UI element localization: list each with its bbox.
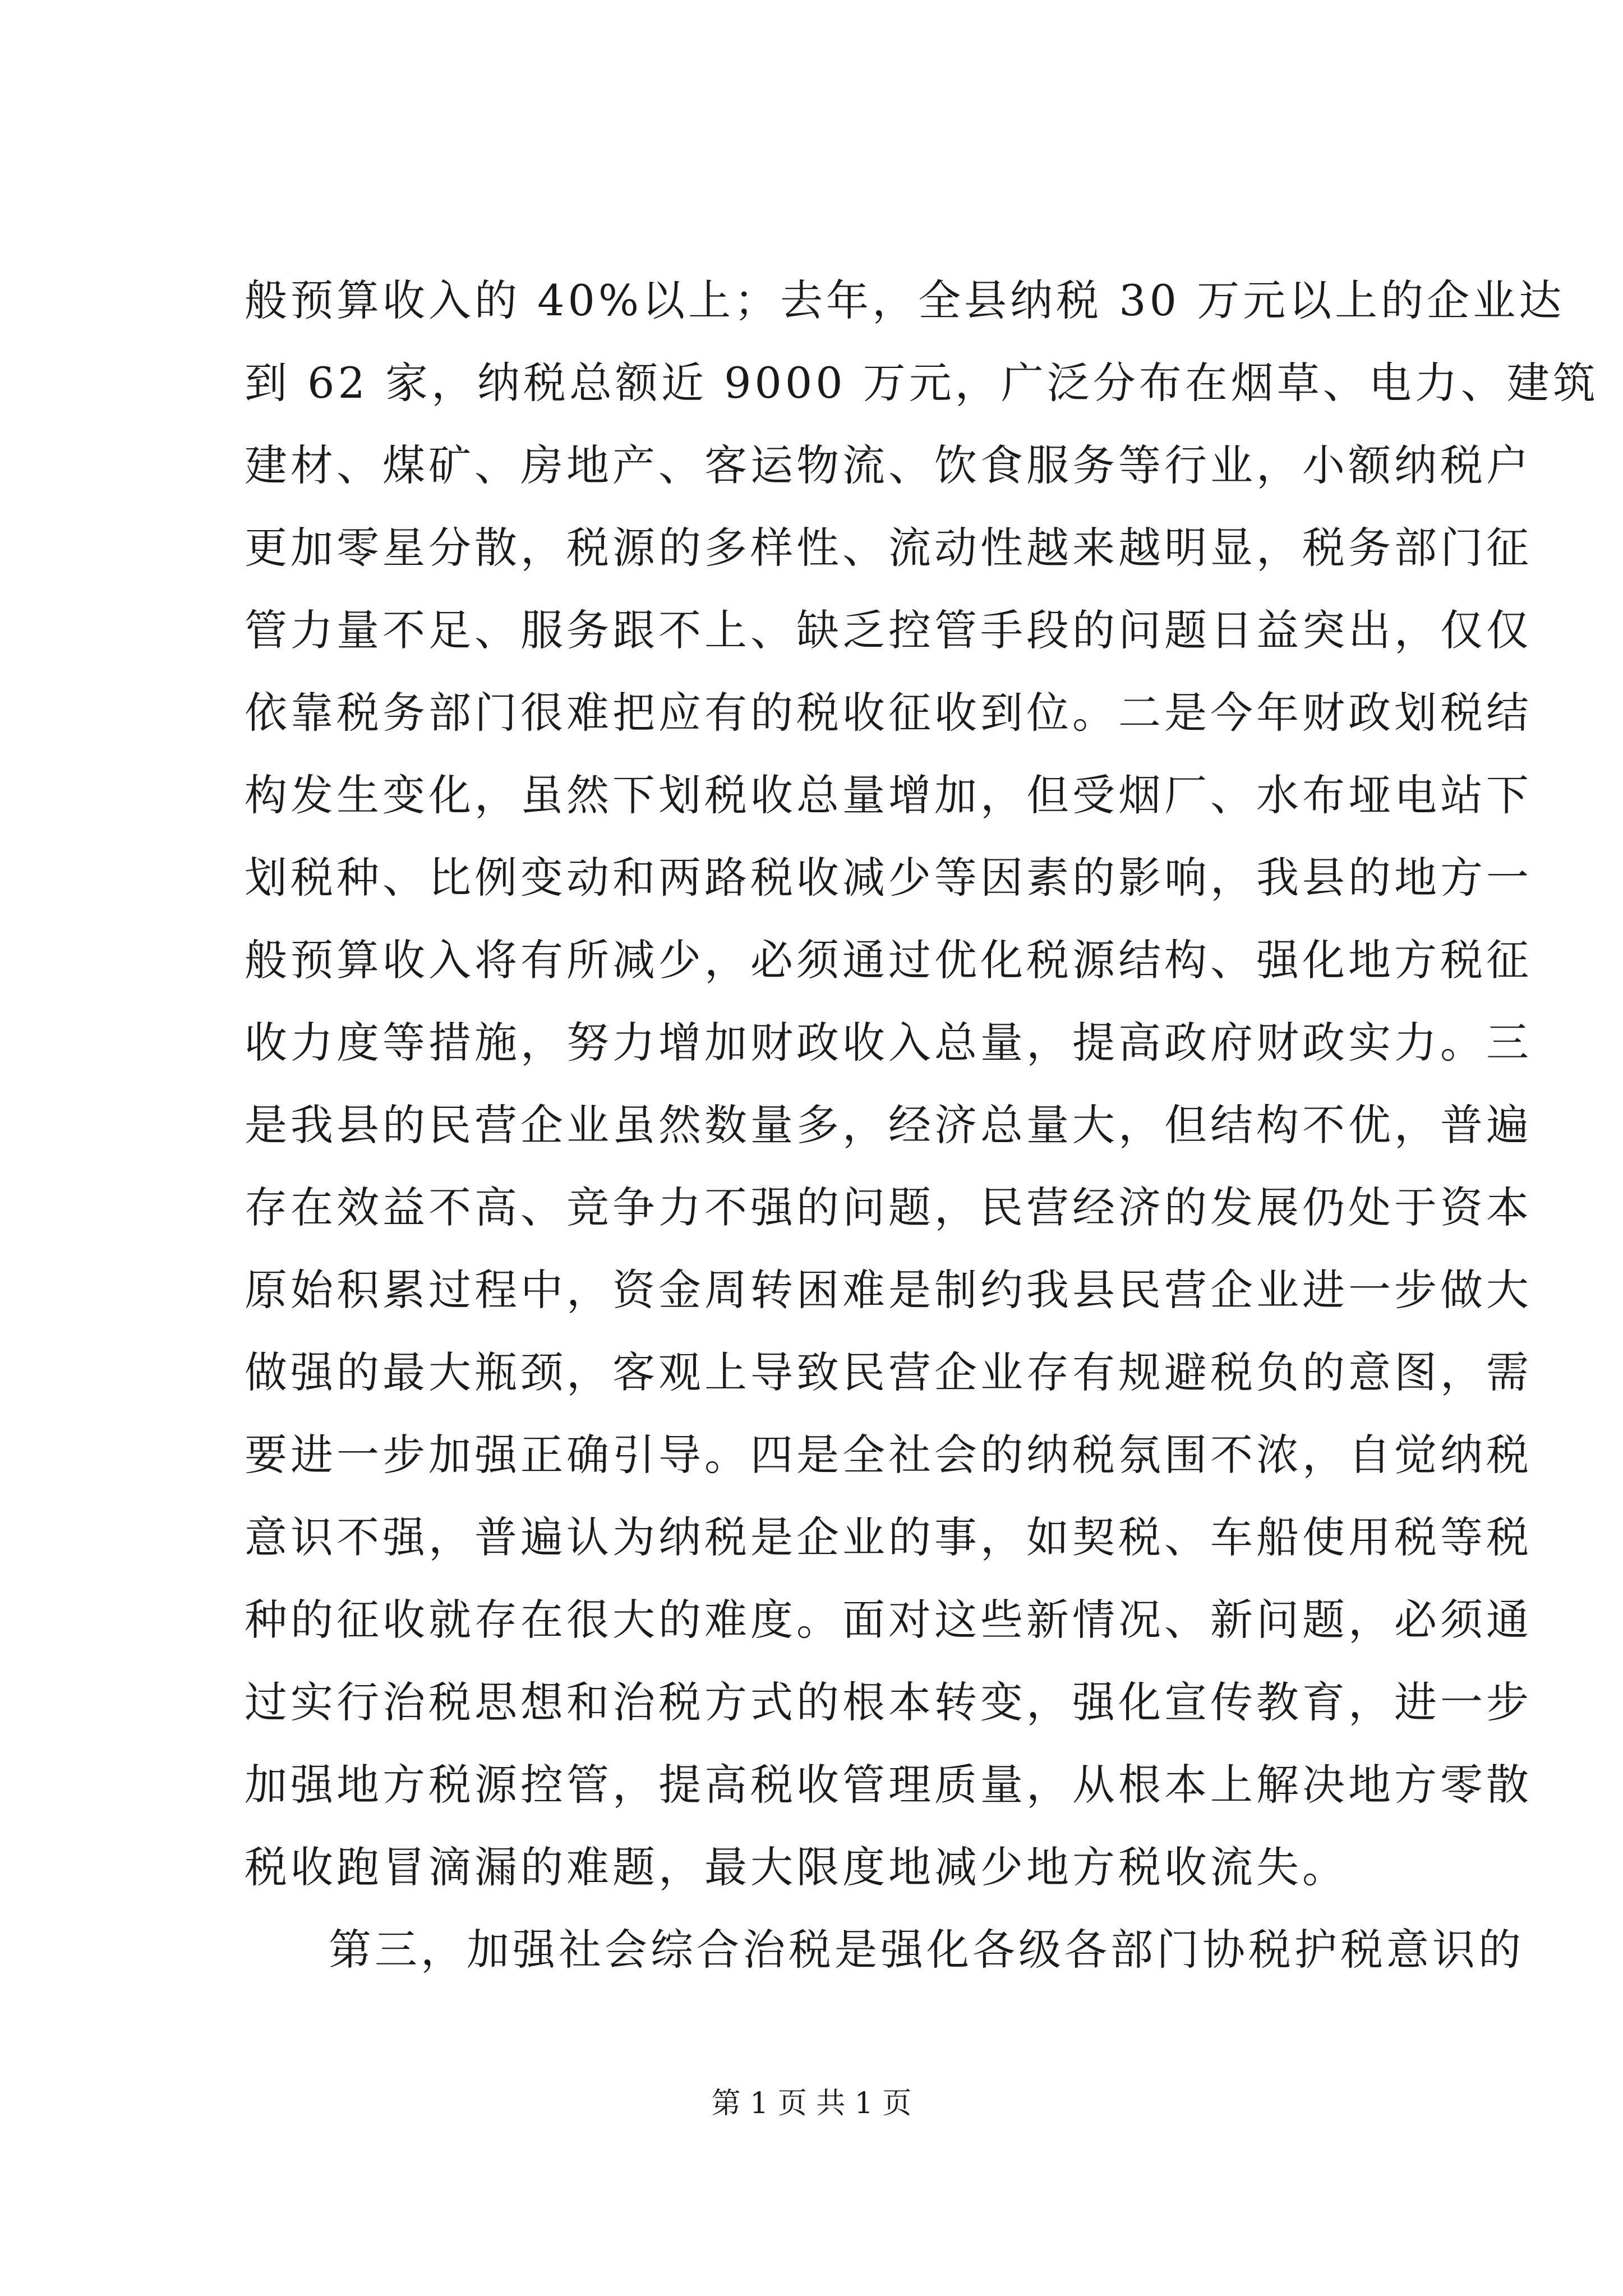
text-line: 更加零星分散，税源的多样性、流动性越来越明显，税务部门征	[245, 523, 1532, 573]
text-line: 是我县的民营企业虽然数量多，经济总量大，但结构不优，普遍	[245, 1100, 1532, 1150]
text-line: 加强地方税源控管，提高税收管理质量，从根本上解决地方零散	[245, 1760, 1532, 1810]
page-footer: 第 1 页 共 1 页	[711, 2087, 912, 2120]
text-line: 原始积累过程中，资金周转困难是制约我县民营企业进一步做大	[245, 1265, 1532, 1315]
text-line: 般预算收入将有所减少，必须通过优化税源结构、强化地方税征	[245, 935, 1532, 985]
text-line: 到 62 家，纳税总额近 9000 万元，广泛分布在烟草、电力、建筑	[245, 358, 1599, 408]
text-line: 构发生变化，虽然下划税收总量增加，但受烟厂、水布垭电站下	[245, 770, 1532, 820]
text-line: 种的征收就存在很大的难度。面对这些新情况、新问题，必须通	[245, 1595, 1532, 1645]
text-line: 建材、煤矿、房地产、客运物流、饮食服务等行业，小额纳税户	[245, 440, 1532, 490]
text-line: 收力度等措施，努力增加财政收入总量，提高政府财政实力。三	[245, 1018, 1532, 1068]
text-line: 过实行治税思想和治税方式的根本转变，强化宣传教育，进一步	[245, 1677, 1532, 1727]
text-line: 般预算收入的 40%以上；去年，全县纳税 30 万元以上的企业达	[245, 275, 1565, 325]
paragraph-end-line: 税收跑冒滴漏的难题，最大限度地减少地方税收流失。	[245, 1842, 1348, 1892]
text-line: 意识不强，普遍认为纳税是企业的事，如契税、车船使用税等税	[245, 1512, 1532, 1562]
text-line: 管力量不足、服务跟不上、缺乏控管手段的问题日益突出，仅仅	[245, 605, 1532, 655]
text-line: 依靠税务部门很难把应有的税收征收到位。二是今年财政划税结	[245, 688, 1532, 738]
text-line: 划税种、比例变动和两路税收减少等因素的影响，我县的地方一	[245, 853, 1532, 903]
text-line: 存在效益不高、竞争力不强的问题，民营经济的发展仍处于资本	[245, 1182, 1532, 1232]
body-text	[245, 259, 1599, 1991]
text-line: 要进一步加强正确引导。四是全社会的纳税氛围不浓，自觉纳税	[245, 1430, 1532, 1480]
text-line: 做强的最大瓶颈，客观上导致民营企业存有规避税负的意图，需	[245, 1347, 1532, 1397]
paragraph-start-line: 第三，加强社会综合治税是强化各级各部门协税护税意识的	[329, 1925, 1524, 1975]
